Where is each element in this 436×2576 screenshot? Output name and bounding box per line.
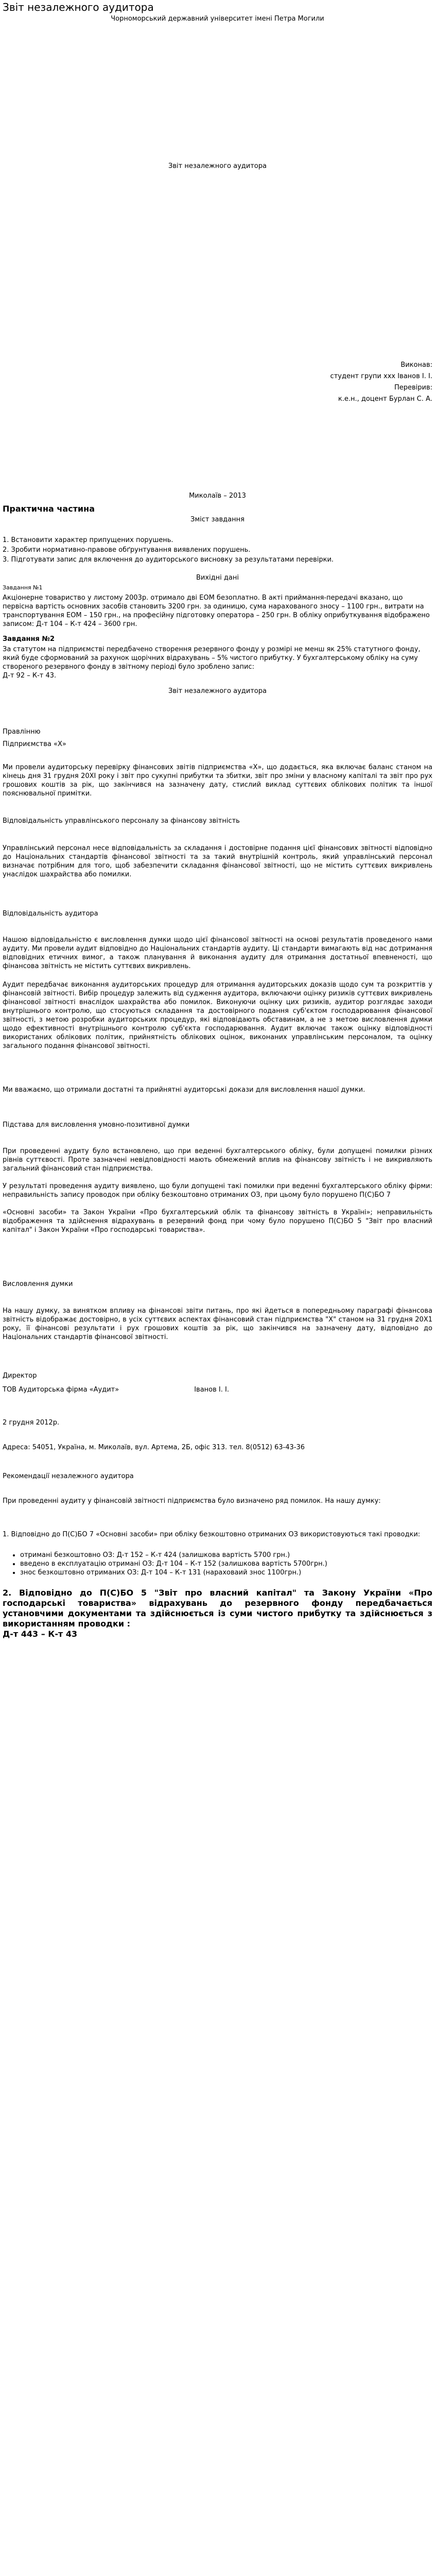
reviewer-name: к.е.н., доцент Бурлан С. А. — [338, 395, 432, 403]
task-item-1: 1. Встановити характер припущених порушень. — [3, 536, 173, 544]
task-title: Зміст завдання — [190, 516, 245, 523]
director-label: Директор — [3, 1372, 37, 1380]
input-data-title: Вихідні дані — [196, 574, 239, 582]
recommendation-item-1: 1. Відповідно до П(С)БО 7 «Основні засоби» при обліку безкоштовно отриманих ОЗ використовуються такі проводки: — [3, 1531, 421, 1538]
mgmt-responsibility-title: Відповідальність управлінського персоналу за фінансову звітність — [3, 817, 240, 825]
recommendation-entries — [3, 1551, 432, 1577]
task1-label: Завдання №1 — [3, 584, 43, 591]
document-title: Звіт незалежного аудитора — [3, 1, 154, 13]
report-intro: Ми провели аудиторську перевірку фінансових звітів підприємства «Х», що додається, яка включає баланс станом на кінець дня 31 грудня 20ХІ року і звіт про сукупні прибутки та збитки, звіт про зміни у власному капіталі та звіт про рух грошових коштів за рік, що закінчився на зазначену дату, стислий виклад суттєвих облікових політик та іншої пояснювальної примітки. — [3, 764, 432, 798]
recommendation-item-2: 2. Відповідно до П(С)БО 5 "Звіт про власний капітал" та Закону України «Про господарські товариства» відрахувань до резервного фонду передбачається установчими документами та здійснюється із суми чистого прибутку та здійснюється з використанням проводки : — [3, 1588, 432, 1629]
cover-title: Звіт незалежного аудитора — [168, 162, 267, 170]
task2-label: Завдання №2 — [3, 635, 55, 643]
basis-text-3: «Основні засоби» та Закон України «Про бухгалтерський облік та фінансову звітність в Україні»; неправильність відображення та здійснення відрахувань в резервний фонд при чому було порушено П(С)БО 5 "Звіт про власний капітал" і Закон України «Про господарські товариства». — [3, 1209, 432, 1234]
company-label: Підприємства «Х» — [3, 740, 66, 748]
author-label: Виконав: — [400, 361, 432, 369]
list-item: • знос безкоштовно отриманих ОЗ: Д-т 104 – К-т 131 (нараховаий знос 1100грн.) — [20, 1568, 432, 1577]
firm-address: Адреса: 54051, Україна, м. Миколаїв, вул. Артема, 2Б, офіс 313. тел. 8(0512) 63-43-36 — [3, 1444, 305, 1451]
basis-text-2: У результаті проведення аудиту виявлено, що були допущені такі помилки при веденні бухгалтерського обліку фірми: неправильність запису проводок при обліку безкоштовно отриманих ОЗ, при цьому було порушено П(С)БО 7 — [3, 1182, 432, 1199]
opinion-text: На нашу думку, за винятком впливу на фінансові звіти питань, про які йдеться в попередньому параграфі фінансова звітність відображає достовірно, в усіх суттєвих аспектах фінансовий стан підприємства "Х" станом на 31 грудня 20Х1 року, її фінансові результати і рух грошових коштів за рік, що закінчився на зазначену дату, відповідно до Національних стандартів фінансової звітності. — [3, 1307, 432, 1341]
recommendations-title: Рекомендації незалежного аудитора — [3, 1472, 134, 1480]
auditor-responsibility-text-3: Ми вважаємо, що отримали достатні та прийнятні аудиторські докази для висловлення нашої думки. — [3, 1086, 365, 1094]
board-label: Правлінню — [3, 728, 41, 736]
task2-entry: Д-т 92 – К-т 43. — [3, 672, 57, 680]
signature-row — [3, 1385, 432, 1394]
practice-heading: Практична частина — [3, 504, 95, 514]
recommendation-item-2-entry: Д-т 443 – К-т 43 — [3, 1629, 78, 1639]
basis-text-1: При проведенні аудиту було встановлено, що при веденні бухгалтерського обліку, були допущені помилки різних рівнів суттєвості. Проте зазначені невідповідності мають обмежений вплив на фінансову звітність і не викривляють загальний фінансовий стан підприємства. — [3, 1147, 432, 1173]
firm-name: ТОВ Аудиторська фірма «Аудит» — [3, 1386, 119, 1394]
reviewer-label: Перевірив: — [394, 384, 432, 392]
auditor-responsibility-text-1: Нашою відповідальністю є висловлення думки щодо цієї фінансової звітності на основі результатів проведеного нами аудиту. Ми провели аудит відповідно до Національних стандартів аудиту. Ці стандарти вимагають від нас дотримання відповідних етичних вимог, а також планування й виконання аудиту для отримання достатньої впевненості, що фінансова звітність не містить суттєвих викривлень. — [3, 936, 432, 970]
auditor-responsibility-title: Відповідальність аудитора — [3, 910, 98, 918]
author-name: студент групи ххх Іванов І. І. — [330, 372, 432, 380]
auditor-responsibility-text-2: Аудит передбачає виконання аудиторських процедур для отримання аудиторських доказів щодо сум та розкриттів у фінансовій звітності. Вибір процедур залежить від судження аудитора, включаючи оцінку ризиків суттєвих викривлень фінансової звітності внаслідок шахрайства або помилок. Виконуючи оцінку цих ризиків, аудитор розглядає заходи внутрішнього контролю, що стосуються складання та достовірного подання суб'єктом господарювання фінансової звітності, з метою розробки аудиторських процедур, які відповідають обставинам, а не з метою висловлення думки щодо ефективності внутрішнього контролю суб'єкта господарювання. Аудит включає також оцінку відповідності використаних облікових політик, прийнятність облікових оцінок, виконаних управлінським персоналом, та оцінку загального подання фінансової звітності. — [3, 981, 432, 1050]
director-name: Іванов І. І. — [194, 1386, 229, 1394]
task1-text: Акціонерне товариство у листому 2003р. отримало дві ЕОМ безоплатно. В акті приймання-передачі вказано, що первісна вартість основних засобів становить 3200 грн. за одиницю, сума нарахованого зносу – 1100 грн., витрати на транспортування ЕОМ – 150 грн., на професійну підготовку оператора – 250 грн. В обліку оприбуткування відображено записом: Д-т 104 – К-т 424 – 3600 грн. — [3, 594, 430, 628]
report-date: 2 грудня 2012р. — [3, 1419, 60, 1427]
basis-title: Підстава для висловлення умовно-позитивної думки — [3, 1121, 190, 1129]
city-year: Миколаїв – 2013 — [189, 492, 246, 500]
task-item-2: 2. Зробити нормативно-правове обґрунтування виявлених порушень. — [3, 546, 251, 554]
task2-text: За статутом на підприємстві передбачено створення резервного фонду у розмірі не менш як 25% статутного фонду, який буде сформований за рахунок щорічних відрахувань – 5% чистого прибутку. У бухгалтерському обліку на суму створеного резервного фонду в звітному періоді було зроблено запис: — [3, 646, 421, 671]
list-item: • введено в експлуатацію отримані ОЗ: Д-т 104 – К-т 152 (залишкова вартість 5700грн.) — [20, 1560, 432, 1568]
recommendations-intro: При проведенні аудиту у фінансовій звітності підприємства було визначено ряд помилок. На нашу думку: — [3, 1497, 381, 1505]
report-title: Звіт незалежного аудитора — [168, 687, 267, 695]
mgmt-responsibility-text: Управлінський персонал несе відповідальність за складання і достовірне подання цієї фінансових звітності відповідно до Національних стандартів фінансової звітності та за такий внутрішній контроль, який управлінський персонал визначає потрібним для того, щоб забезпечити складання фінансової звітності, що не містить суттєвих викривлень унаслідок шахрайства або помилки. — [3, 844, 432, 878]
university-name: Чорноморський державний університет імені Петра Могили — [111, 15, 324, 23]
task-item-3: 3. Підготувати запис для включення до аудиторського висновку за результатами перевірки. — [3, 556, 334, 564]
opinion-title: Висловлення думки — [3, 1280, 73, 1288]
list-item: • отримані безкоштовно ОЗ: Д-т 152 – К-т 424 (залишкова вартість 5700 грн.) — [20, 1551, 432, 1560]
